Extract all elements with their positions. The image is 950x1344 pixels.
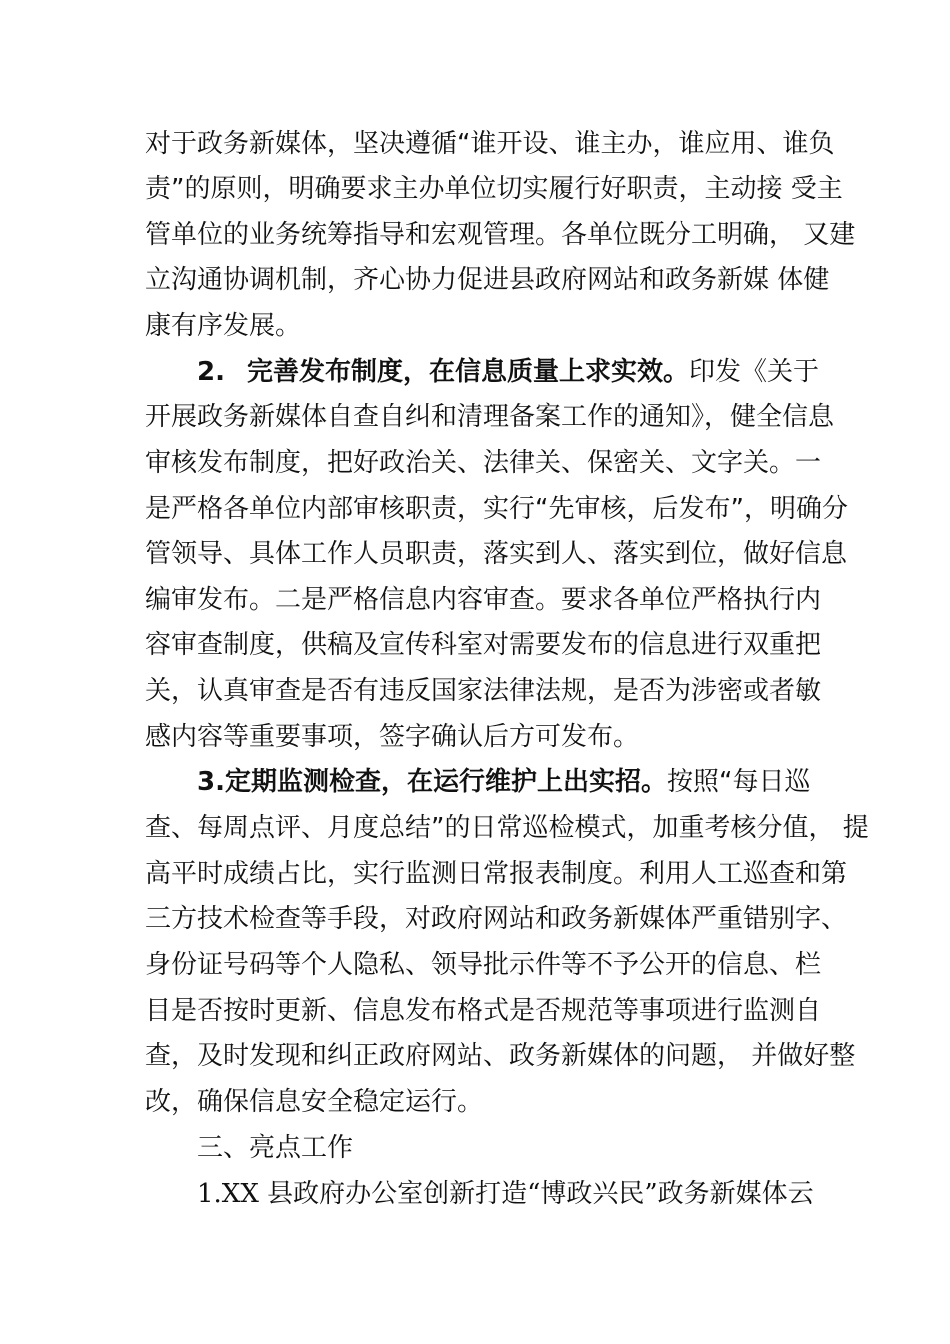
paragraph-line: 立沟通协调机制，齐心协力促进县政府网站和政务新媒 体健 — [145, 265, 830, 295]
section-2-number: 2. — [197, 357, 225, 387]
paragraph-line: 改，确保信息安全稳定运行。 — [145, 1087, 484, 1117]
section-3-heading: 3.定期监测检查，在运行维护上出实招。 — [197, 767, 667, 797]
paragraph-line: 编审发布。二是严格信息内容审查。要求各单位严格执行内 — [145, 585, 822, 615]
paragraph-line: 三方技术检查等手段，对政府网站和政务新媒体严重错别字、 — [145, 904, 848, 934]
paragraph-line: 容审查制度，供稿及宣传科室对需要发布的信息进行双重把 — [145, 630, 822, 660]
section-3-text: 按照“每日巡 — [666, 767, 811, 797]
section-2-heading: 完善发布制度，在信息质量上求实效。 — [246, 357, 689, 387]
paragraph-line: 对于政务新媒体，坚决遵循“谁开设、谁主办，谁应用、谁负 — [145, 129, 835, 159]
paragraph-line: 身份证号码等个人隐私、领导批示件等不予公开的信息、栏 — [145, 950, 822, 980]
paragraph-line: 是严格各单位内部审核职责，实行“先审核，后发布”，明确分 — [145, 494, 848, 524]
paragraph-line: 审核发布制度，把好政治关、法律关、保密关、文字关。一 — [145, 448, 822, 478]
paragraph-line: 管领导、具体工作人员职责，落实到人、落实到位，做好信息 — [145, 539, 848, 569]
paragraph-line: 感内容等重要事项，签字确认后方可发布。 — [145, 722, 640, 752]
section-2-text: 印发《关于 — [688, 357, 819, 387]
paragraph-line: 查，及时发现和纠正政府网站、政务新媒体的问题， 并做好整 — [145, 1041, 856, 1071]
highlight-item-1: 1.XX 县政府办公室创新打造“博政兴民”政务新媒体云 — [197, 1179, 814, 1209]
paragraph-line: 目是否按时更新、信息发布格式是否规范等事项进行监测自 — [145, 996, 822, 1026]
paragraph-line: 查、每周点评、月度总结”的日常巡检模式，加重考核分值， 提 — [145, 813, 869, 843]
section-3-first-line — [197, 765, 810, 799]
paragraph-line: 关，认真审查是否有违反国家法律法规，是否为涉密或者敏 — [145, 676, 822, 706]
paragraph-line: 管单位的业务统筹指导和宏观管理。各单位既分工明确， 又建 — [145, 220, 856, 250]
section-title: 三、亮点工作 — [197, 1133, 354, 1163]
paragraph-line: 康有序发展。 — [145, 311, 302, 341]
paragraph-line: 高平时成绩占比，实行监测日常报表制度。利用人工巡查和第 — [145, 859, 848, 889]
section-2-first-line — [197, 355, 819, 389]
paragraph-line: 责”的原则，明确要求主办单位切实履行好职责，主动接 受主 — [145, 174, 843, 204]
paragraph-line: 开展政务新媒体自查自纠和清理备案工作的通知》，健全信息 — [145, 402, 835, 432]
